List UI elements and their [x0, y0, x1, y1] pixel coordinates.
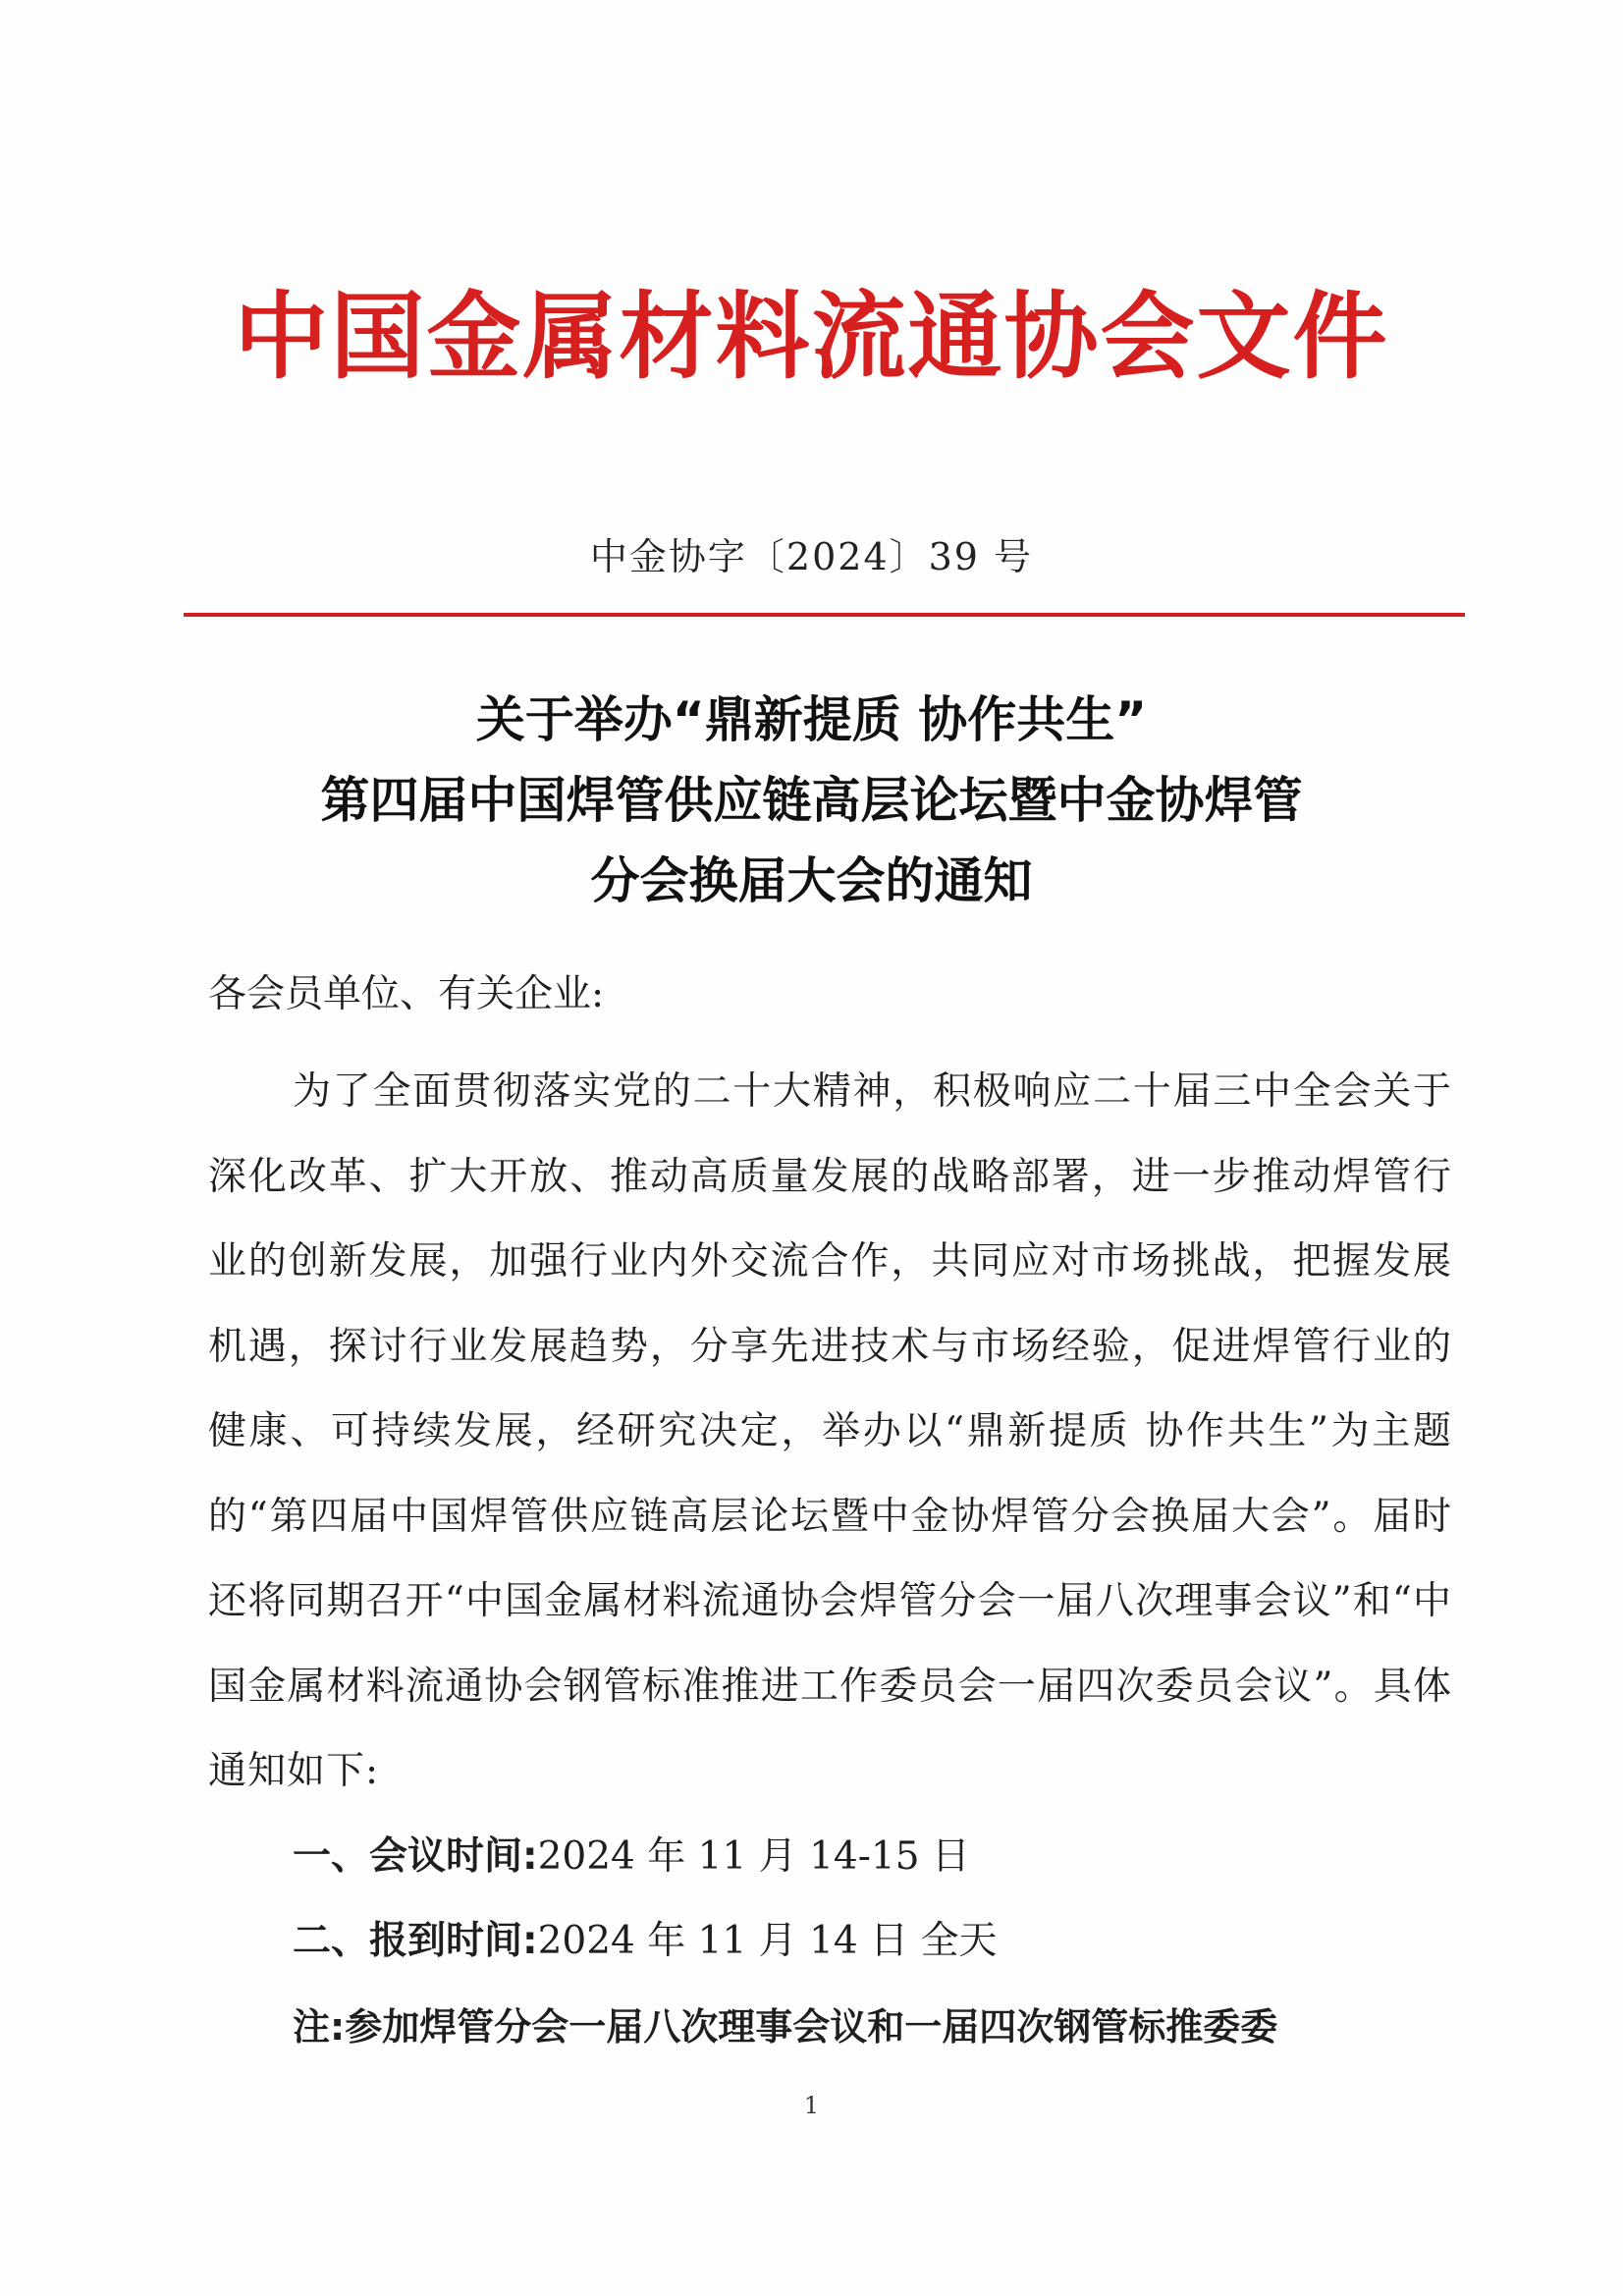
item-value: 2024 年 11 月 14-15 日 — [537, 1833, 970, 1879]
title-line-1: 关于举办“鼎新提质 协作共生” — [475, 691, 1148, 748]
item-label: 二、报到时间: — [293, 1919, 538, 1963]
main-paragraph: 为了全面贯彻落实党的二十大精神，积极响应二十届三中全会关于深化改革、扩大开放、推动高质量发展的战略部署，进一步推动焊管行业的创新发展，加强行业内外交流合作，共同应对市场挑战，把握发展机遇，探讨行业发展趋势，分享先进技术与市场经验，促进焊管行业的健康、可持续发展，经研究决定，举办以“鼎新提质 协作共生”为主题的“第四届中国焊管供应链高层论坛暨中金协焊管分会换届大会”。届时还将同期召开“中国金属材料流通协会焊管分会一届八次理事会议”和“中国金属材料流通协会钢管标准推进工作委员会一届四次委员会议”。具体通知如下: — [208, 1069, 1452, 1793]
item-registration-time — [208, 1899, 1452, 1985]
document-number: 中金协字〔2024〕39 号 — [589, 535, 1034, 578]
salutation: 各会员单位、有关企业: — [208, 972, 605, 1016]
page-number: 1 — [803, 2092, 820, 2119]
item-meeting-time — [208, 1815, 1452, 1900]
item-label: 一、会议时间: — [293, 1833, 538, 1879]
note-line: 注:参加焊管分会一届八次理事会议和一届四次钢管标推委委 — [293, 2004, 1278, 2049]
organization-header: 中国金属材料流通协会文件 — [234, 282, 1389, 392]
red-divider-line — [184, 613, 1465, 617]
document-body — [208, 965, 1452, 2069]
title-line-2: 第四届中国焊管供应链高层论坛暨中金协焊管 — [320, 772, 1303, 829]
item-value: 2024 年 11 月 14 日 全天 — [537, 1919, 998, 1963]
title-line-3: 分会换届大会的通知 — [590, 852, 1033, 909]
document-title — [147, 680, 1476, 921]
